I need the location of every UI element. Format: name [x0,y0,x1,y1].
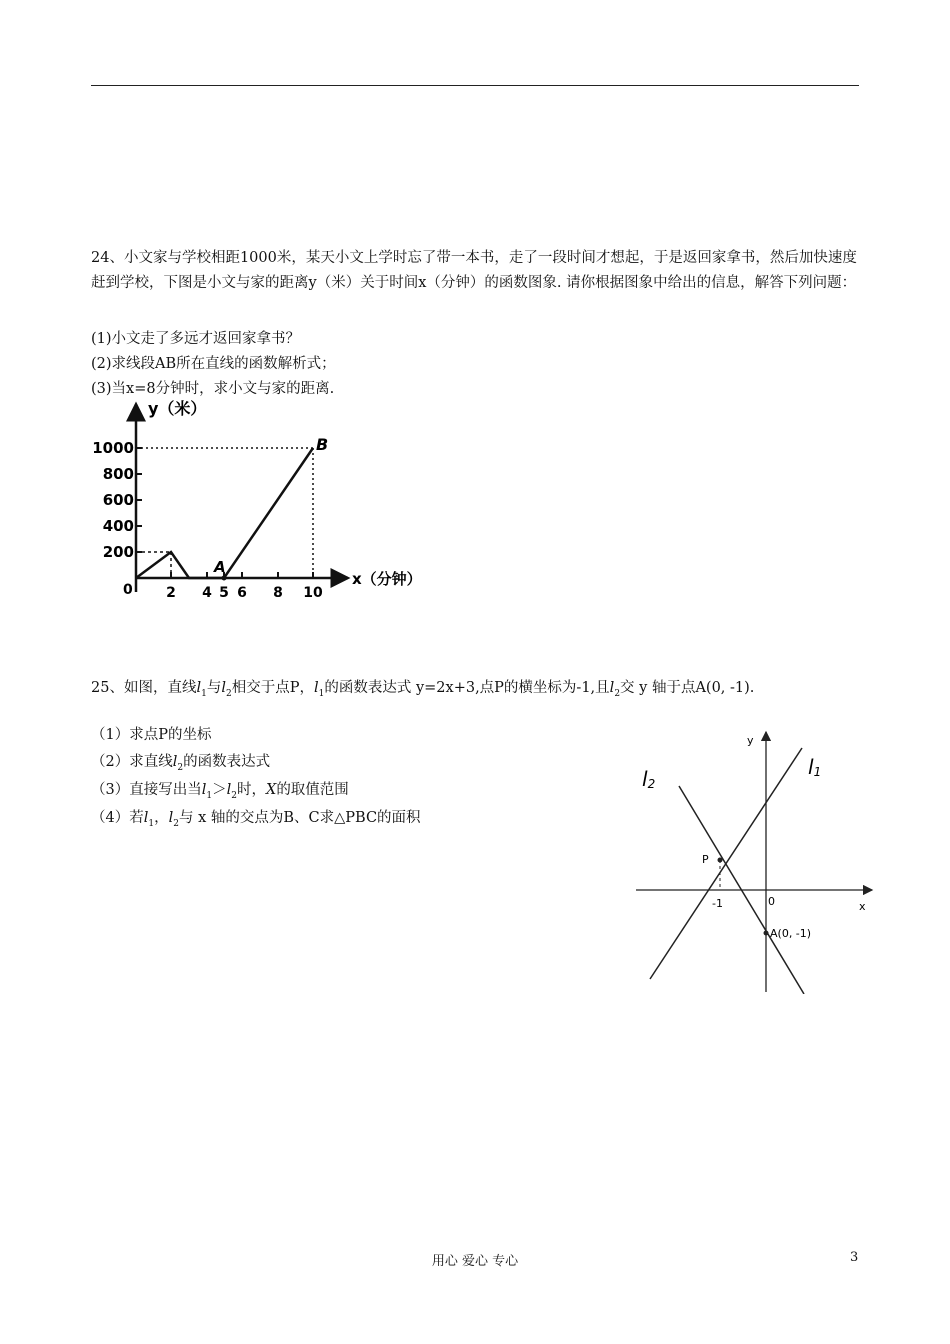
q25-neg1-label: -1 [712,897,723,910]
header-rule [91,85,859,86]
q25-lines-graph [632,726,877,994]
q24-part-1: (1)小文走了多远才返回家拿书？ [91,331,301,347]
q24-xtick: 10 [303,585,323,601]
q24-y-axis-label: y（米） [148,399,207,418]
q24-ytick: 1000 [92,439,134,457]
q24-x-axis-label: x（分钟） [352,570,422,588]
q25-part-1: （1）求点P的坐标 [91,727,212,743]
page-number: 3 [850,1250,859,1265]
q24-ytick: 200 [102,543,134,561]
q24-xtick: 6 [237,585,247,601]
q24-ytick: 400 [102,517,134,535]
q25-y-label: y [747,734,754,747]
q24-ytick: 800 [102,465,134,483]
q25-a-label: A(0, -1) [770,927,812,940]
q24-point-b-label: B [316,435,329,454]
q25-point-a [764,931,769,936]
q25-part-2: （2）求直线$l_2$的函数表达式 [91,754,271,773]
q24-xtick: 5 [219,585,229,601]
q24-origin-label: 0 [123,582,133,598]
q25-part-4: （4）若$l_1$，$l_2$与 x 轴的交点为B、C求△PBC的面积 [91,810,421,829]
q25-p-label: P [702,853,709,866]
q24-ytick: 600 [102,491,134,509]
q24-stem: 24、小文家与学校相距1000米，某天小文上学时忘了带一本书，走了一段时间才想起，于是返回家拿书，然后加快速度赶到学校，下图是小文与家的距离y（米）关于时间x（分钟）的函数图象. 请你根据图象中给出的信息，解答下列问题： [91,250,857,291]
q24-xtick: 8 [273,585,283,601]
q25-zero-label: 0 [768,895,775,908]
q25-l2-label: l2 [642,767,656,791]
q24-point-a-dot [222,576,227,581]
q25-x-label: x [859,900,866,913]
q24-part-2: (2)求线段AB所在直线的函数解析式； [91,356,336,372]
q25-stem: 25、如图，直线$l_1$与$l_2$相交于点P，$l_1$的函数表达式 y=2x+3,点P的横坐标为-1,且$l_2$交 y 轴于点A(0, -1). [91,680,755,699]
q25-part-3: （3）直接写出当$l_1>l_2$时，X的取值范围 [91,782,349,801]
q24-xtick: 4 [202,585,212,601]
footer-motto: 用心 爱心 专心 [431,1254,519,1269]
q24-part-3: (3)当x=8分钟时，求小文与家的距离. [91,381,335,397]
q25-point-p [718,858,723,863]
q24-distance-time-graph [90,392,440,607]
q24-xtick: 2 [166,585,176,601]
q25-l1-label: l1 [808,755,822,779]
q24-point-a-label: A [214,558,226,576]
